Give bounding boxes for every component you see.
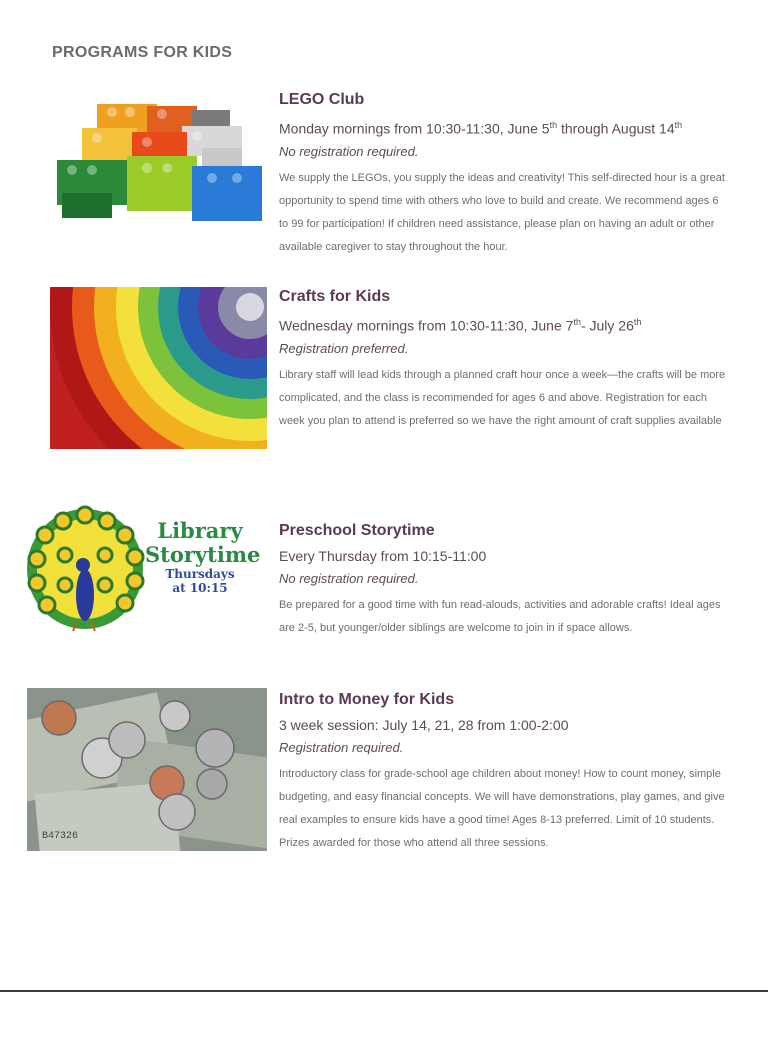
badge-line-3: Thursdays <box>165 567 235 581</box>
badge-line-2: Storytime <box>145 542 261 567</box>
program-title: Crafts for Kids <box>279 288 391 305</box>
badge-line-4: at 10:15 <box>172 581 228 595</box>
program-title: Intro to Money for Kids <box>279 691 455 708</box>
svg-text:B47326: B47326 <box>42 831 79 842</box>
program-registration: No registration required. <box>279 143 419 159</box>
colorful-spiral-image <box>50 287 267 449</box>
badge-line-1: Library <box>157 518 243 543</box>
program-schedule: Monday mornings from 10:30-11:30, June 5th through August 14th <box>279 120 683 137</box>
program-title: LEGO Club <box>279 91 365 108</box>
storytime-badge <box>145 518 261 595</box>
lego-bricks-image <box>52 98 267 226</box>
program-registration: Registration preferred. <box>279 340 409 356</box>
program-schedule: 3 week session: July 14, 21, 28 from 1:00-2:00 <box>279 717 569 733</box>
peacock-storytime-image <box>25 505 265 635</box>
program-schedule: Wednesday mornings from 10:30-11:30, June 7th- July 26th <box>279 317 642 334</box>
program-registration: No registration required. <box>279 571 419 586</box>
program-registration: Registration required. <box>279 740 404 755</box>
program-schedule: Every Thursday from 10:15-11:00 <box>279 548 487 564</box>
program-description: Be prepared for a good time with fun read-alouds, activities and adorable crafts! Ideal ages are 2-5, but younger/older siblings are welcome to join in if space allows. <box>279 599 721 634</box>
program-title: Preschool Storytime <box>279 522 435 539</box>
program-description: Introductory class for grade-school age children about money! How to count money, simple budgeting, and easy financial concepts. We will have demonstrations, play games, and give real examples to ensure kids have a good time! Ages 8-13 preferred. Limit of 10 students. Prizes awarded for those who attend all three sessions. <box>279 768 725 849</box>
page-divider <box>0 990 768 992</box>
program-description: Library staff will lead kids through a planned craft hour once a week—the crafts will be more complicated, and the class is recommended for ages 6 and above. Registration for each week you plan to attend is preferred so we have the right amount of craft supplies available <box>279 368 726 427</box>
money-coins-image <box>27 688 267 851</box>
page-heading: PROGRAMS FOR KIDS <box>52 44 233 61</box>
program-description: We supply the LEGOs, you supply the ideas and creativity! This self-directed hour is a great opportunity to spend time with others who love to build and create. We recommend ages 6 to 99 for participation! If children need assistance, please plan on having an adult or other available caregiver to stay throughout the hour. <box>279 171 725 253</box>
